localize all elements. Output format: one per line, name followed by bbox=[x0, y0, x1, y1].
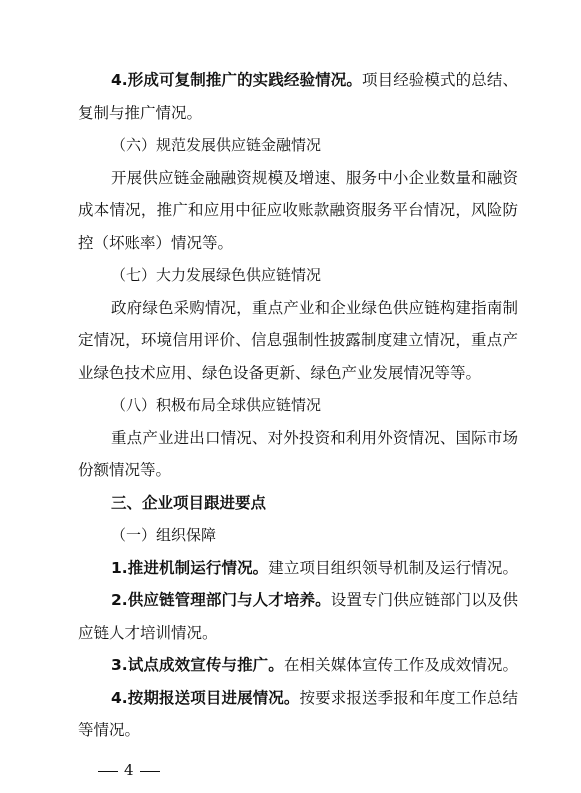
e2-bold-title: 2.供应链管理部门与人才培养。 bbox=[111, 591, 331, 609]
page-number bbox=[92, 760, 166, 780]
item4-bold-title: 4.形成可复制推广的实践经验情况。 bbox=[111, 71, 362, 89]
e3-text: 在相关媒体宣传工作及成效情况。 bbox=[283, 656, 518, 674]
section7-heading: （七）大力发展绿色供应链情况 bbox=[111, 266, 322, 284]
section6-heading: （六）规范发展供应链金融情况 bbox=[111, 136, 322, 154]
item4-line1 bbox=[111, 70, 518, 90]
section7-line2: 定情况，环境信用评价、信息强制性披露制度建立情况，重点产 bbox=[78, 331, 518, 349]
section7-line1: 政府绿色采购情况，重点产业和企业绿色供应链构建指南制 bbox=[111, 299, 518, 317]
section7-line3: 业绿色技术应用、绿色设备更新、绿色产业发展情况等等。 bbox=[78, 364, 482, 382]
dash-right bbox=[140, 771, 160, 772]
section6-line2: 成本情况，推广和应用中征应收账款融资服务平台情况，风险防 bbox=[78, 201, 518, 219]
section6-line3: 控（坏账率）情况等。 bbox=[78, 234, 234, 252]
dash-left bbox=[98, 771, 118, 772]
e4-bold-title: 4.按期报送项目进展情况。 bbox=[111, 689, 300, 707]
e1-line bbox=[111, 558, 518, 578]
section6-line1: 开展供应链金融融资规模及增速、服务中小企业数量和融资 bbox=[111, 169, 518, 187]
section8-heading: （八）积极布局全球供应链情况 bbox=[111, 396, 322, 414]
section8-line2: 份额情况等。 bbox=[78, 461, 172, 479]
item4-text: 项目经验模式的总结、 bbox=[361, 71, 518, 89]
e1-text: 建立项目组织领导机制及运行情况。 bbox=[268, 559, 518, 577]
e2-line1 bbox=[111, 590, 518, 610]
part3-heading: 三、企业项目跟进要点 bbox=[111, 494, 267, 512]
e4-line2: 等情况。 bbox=[78, 721, 141, 739]
e2-text: 设置专门供应链部门以及供 bbox=[330, 591, 518, 609]
item4-line2: 复制与推广情况。 bbox=[78, 104, 203, 122]
section8-line1: 重点产业进出口情况、对外投资和利用外资情况、国际市场 bbox=[111, 429, 518, 447]
sub1-heading: （一）组织保障 bbox=[111, 526, 217, 544]
e3-bold-title: 3.试点成效宣传与推广。 bbox=[111, 656, 284, 674]
e2-line2: 应链人才培训情况。 bbox=[78, 624, 218, 642]
e3-line bbox=[111, 655, 518, 675]
e4-text: 按要求报送季报和年度工作总结 bbox=[299, 689, 518, 707]
page-number-text: 4 bbox=[124, 761, 134, 779]
e1-bold-title: 1.推进机制运行情况。 bbox=[111, 559, 269, 577]
e4-line1 bbox=[111, 688, 518, 708]
